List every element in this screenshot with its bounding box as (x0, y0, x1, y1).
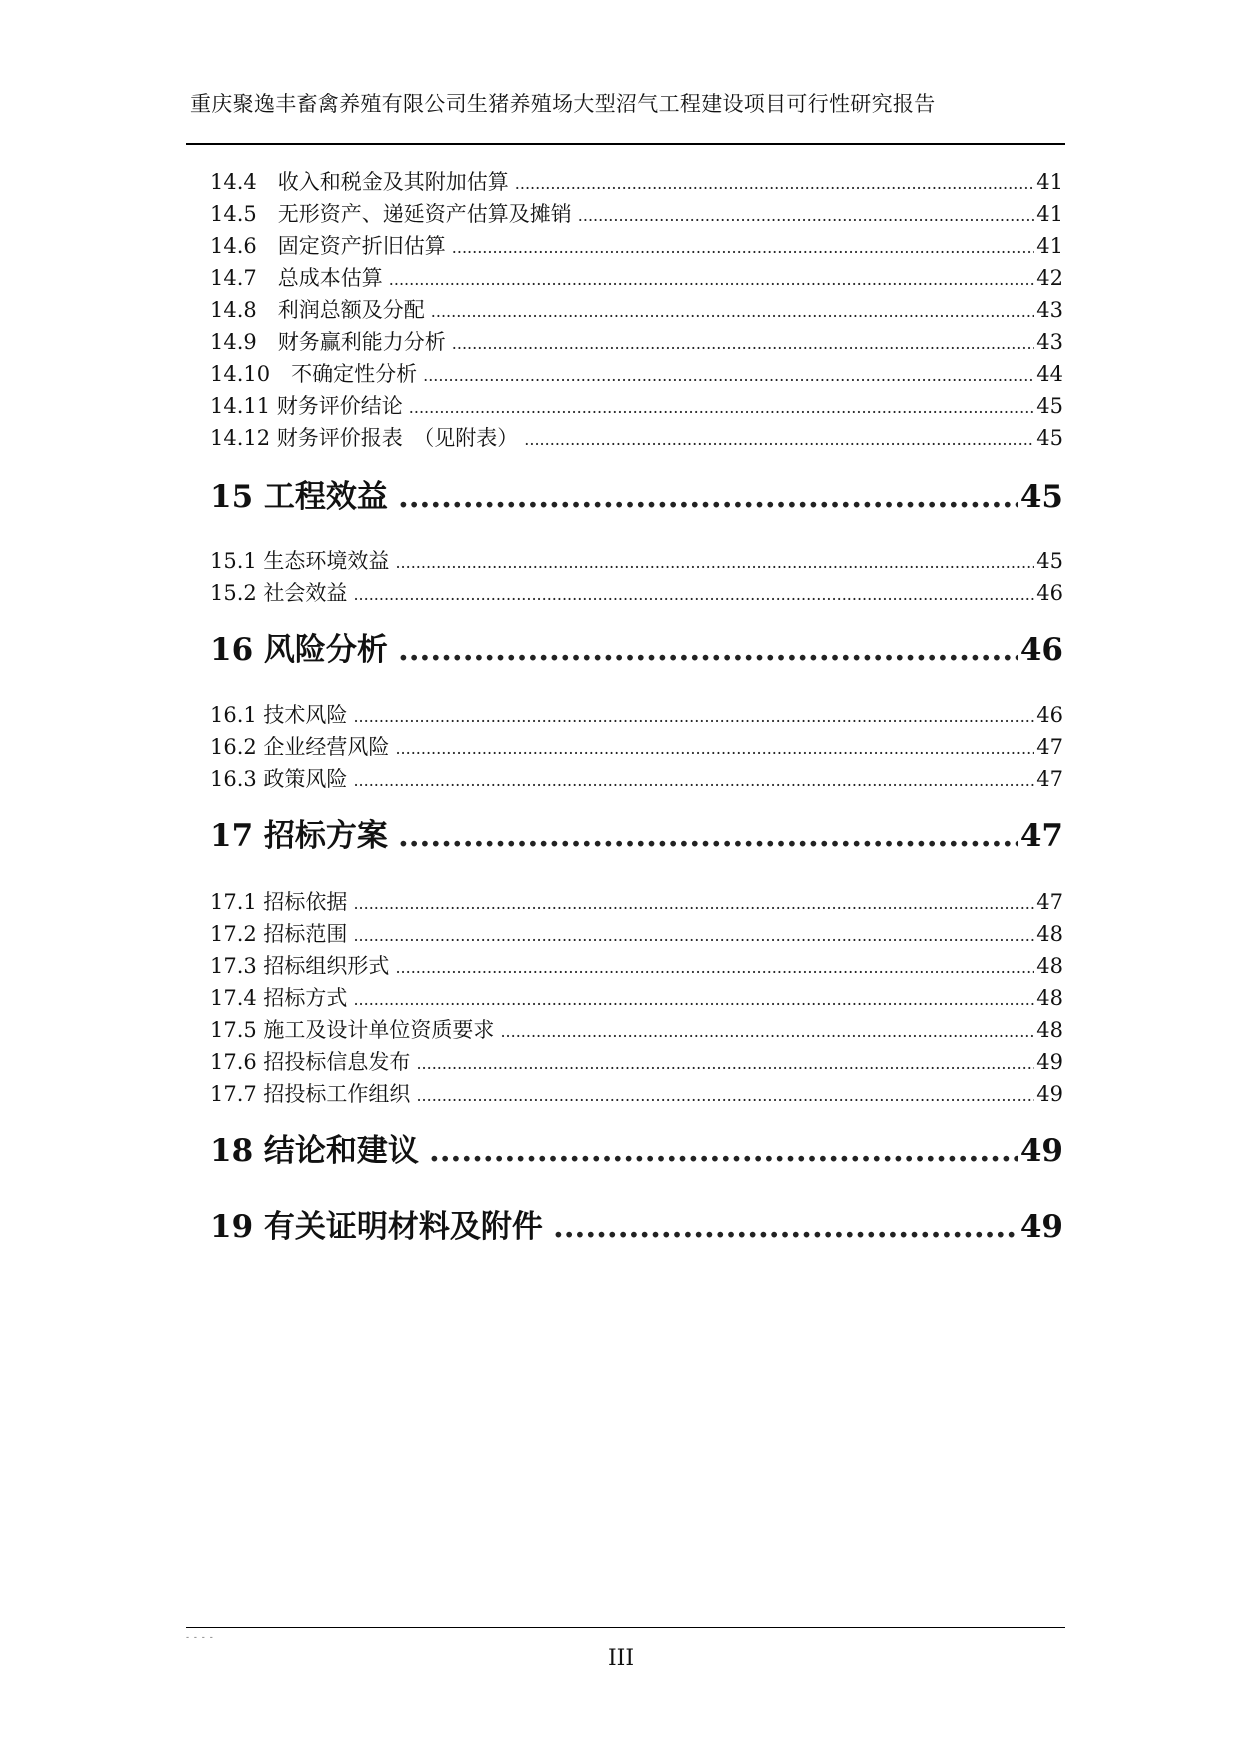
toc-dot-leader (389, 266, 1035, 290)
toc-entry-label: 16.2 企业经营风险 (210, 735, 390, 759)
toc-chapter-entry[interactable] (210, 624, 1063, 668)
toc-entry-page-number: 49 (1036, 1082, 1063, 1106)
toc-dot-leader (524, 426, 1034, 450)
toc-section-entry[interactable] (210, 950, 1063, 980)
toc-entry-label: 15.1 生态环境效益 (210, 549, 390, 573)
toc-section-entry[interactable] (210, 198, 1063, 228)
toc-dot-leader (578, 202, 1035, 226)
toc-entry-label: 17.3 招标组织形式 (210, 954, 390, 978)
toc-section-entry[interactable] (210, 763, 1063, 793)
toc-entry-page-number: 41 (1036, 234, 1063, 258)
toc-dot-leader (553, 1209, 1018, 1245)
toc-dot-leader (409, 394, 1034, 418)
toc-section-entry[interactable] (210, 731, 1063, 761)
toc-entry-label: 15 工程效益 (210, 479, 388, 515)
toc-section-entry[interactable] (210, 886, 1063, 916)
toc-entry-label: 14.11 财务评价结论 (210, 394, 403, 418)
toc-entry-label: 17.2 招标范围 (210, 922, 348, 946)
toc-entry-page-number: 45 (1019, 479, 1063, 515)
toc-entry-page-number: 48 (1036, 1018, 1063, 1042)
toc-entry-page-number: 47 (1036, 767, 1063, 791)
toc-chapter-entry[interactable] (210, 1201, 1063, 1245)
toc-section-entry[interactable] (210, 166, 1063, 196)
toc-dot-leader (395, 954, 1034, 978)
toc-entry-label: 17.1 招标依据 (210, 890, 348, 914)
toc-entry-label: 14.7 总成本估算 (210, 266, 383, 290)
toc-section-entry[interactable] (210, 358, 1063, 388)
toc-dot-leader (353, 581, 1034, 605)
toc-dot-leader (452, 330, 1035, 354)
toc-entry-page-number: 42 (1036, 266, 1063, 290)
toc-entry-page-number: 45 (1036, 426, 1063, 450)
toc-section-entry[interactable] (210, 1078, 1063, 1108)
toc-section-entry[interactable] (210, 262, 1063, 292)
toc-dot-leader (395, 735, 1034, 759)
toc-dot-leader (423, 362, 1034, 386)
toc-section-entry[interactable] (210, 1014, 1063, 1044)
toc-section-entry[interactable] (210, 577, 1063, 607)
toc-section-entry[interactable] (210, 390, 1063, 420)
toc-entry-label: 18 结论和建议 (210, 1133, 419, 1169)
toc-section-entry[interactable] (210, 545, 1063, 575)
toc-dot-leader (395, 549, 1034, 573)
toc-dot-leader (515, 170, 1035, 194)
toc-entry-page-number: 49 (1019, 1133, 1063, 1169)
toc-section-entry[interactable] (210, 918, 1063, 948)
toc-entry-page-number: 45 (1036, 394, 1063, 418)
toc-chapter-entry[interactable] (210, 810, 1063, 854)
toc-dot-leader (416, 1050, 1034, 1074)
toc-section-entry[interactable] (210, 699, 1063, 729)
toc-section-entry[interactable] (210, 982, 1063, 1012)
toc-dot-leader (452, 234, 1035, 258)
toc-entry-label: 14.8 利润总额及分配 (210, 298, 425, 322)
toc-entry-label: 14.4 收入和税金及其附加估算 (210, 170, 509, 194)
toc-dot-leader (353, 986, 1034, 1010)
toc-entry-label: 16.3 政策风险 (210, 767, 348, 791)
toc-entry-page-number: 43 (1036, 298, 1063, 322)
toc-entry-page-number: 49 (1036, 1050, 1063, 1074)
toc-entry-page-number: 47 (1019, 818, 1063, 854)
page-number: III (607, 1646, 635, 1671)
footer-mark: - - - - (186, 1633, 214, 1643)
toc-entry-page-number: 43 (1036, 330, 1063, 354)
toc-entry-label: 16 风险分析 (210, 632, 388, 668)
toc-section-entry[interactable] (210, 326, 1063, 356)
toc-entry-page-number: 48 (1036, 954, 1063, 978)
toc-entry-page-number: 48 (1036, 922, 1063, 946)
toc-entry-page-number: 41 (1036, 202, 1063, 226)
toc-entry-label: 17.4 招标方式 (210, 986, 348, 1010)
toc-section-entry[interactable] (210, 422, 1063, 452)
toc-entry-page-number: 47 (1036, 890, 1063, 914)
toc-entry-page-number: 46 (1019, 632, 1063, 668)
toc-entry-label: 16.1 技术风险 (210, 703, 348, 727)
toc-entry-page-number: 45 (1036, 549, 1063, 573)
toc-entry-label: 19 有关证明材料及附件 (210, 1209, 543, 1245)
running-header-title: 重庆聚逸丰畜禽养殖有限公司生猪养殖场大型沼气工程建设项目可行性研究报告 (190, 92, 936, 116)
toc-chapter-entry[interactable] (210, 1125, 1063, 1169)
toc-entry-page-number: 44 (1036, 362, 1063, 386)
toc-entry-page-number: 46 (1036, 581, 1063, 605)
toc-section-entry[interactable] (210, 230, 1063, 260)
toc-entry-page-number: 49 (1019, 1209, 1063, 1245)
toc-dot-leader (353, 703, 1034, 727)
toc-entry-label: 14.12 财务评价报表 （见附表） (210, 426, 519, 450)
toc-entry-label: 17.7 招投标工作组织 (210, 1082, 411, 1106)
toc-entry-page-number: 41 (1036, 170, 1063, 194)
toc-dot-leader (398, 479, 1018, 515)
toc-entry-page-number: 46 (1036, 703, 1063, 727)
toc-dot-leader (431, 298, 1035, 322)
toc-entry-page-number: 48 (1036, 986, 1063, 1010)
toc-dot-leader (429, 1133, 1018, 1169)
toc-entry-label: 14.10 不确定性分析 (210, 362, 418, 386)
toc-dot-leader (398, 632, 1018, 668)
toc-dot-leader (398, 818, 1018, 854)
toc-dot-leader (500, 1018, 1034, 1042)
footer-divider (186, 1627, 1065, 1628)
header-divider (186, 143, 1065, 145)
toc-chapter-entry[interactable] (210, 471, 1063, 515)
toc-entry-label: 14.5 无形资产、递延资产估算及摊销 (210, 202, 572, 226)
toc-entry-label: 17.6 招投标信息发布 (210, 1050, 411, 1074)
toc-dot-leader (353, 922, 1034, 946)
toc-dot-leader (353, 767, 1034, 791)
toc-entry-label: 14.6 固定资产折旧估算 (210, 234, 446, 258)
toc-dot-leader (416, 1082, 1034, 1106)
toc-entry-label: 17 招标方案 (210, 818, 388, 854)
toc-entry-label: 17.5 施工及设计单位资质要求 (210, 1018, 495, 1042)
toc-entry-label: 14.9 财务赢利能力分析 (210, 330, 446, 354)
toc-section-entry[interactable] (210, 294, 1063, 324)
toc-entry-label: 15.2 社会效益 (210, 581, 348, 605)
toc-section-entry[interactable] (210, 1046, 1063, 1076)
toc-dot-leader (353, 890, 1034, 914)
toc-entry-page-number: 47 (1036, 735, 1063, 759)
